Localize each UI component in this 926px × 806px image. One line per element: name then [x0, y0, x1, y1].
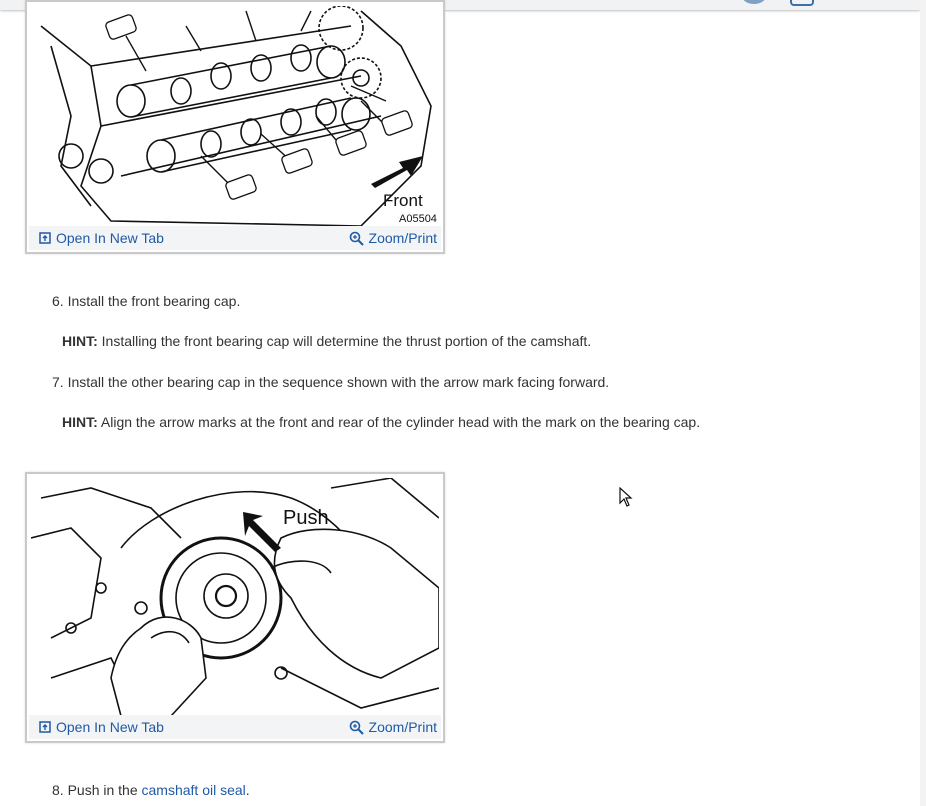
figure-code-label: A05504	[399, 213, 437, 225]
open-in-new-tab-label: Open In New Tab	[56, 230, 164, 246]
step-8-prefix: 8. Push in the	[52, 782, 142, 798]
hint-1-text: Installing the front bearing cap will determine the thrust portion of the camshaft.	[97, 333, 592, 349]
magnifier-icon	[349, 720, 364, 735]
camshaft-oil-seal-link[interactable]: camshaft oil seal	[141, 782, 246, 798]
zoom-print-label: Zoom/Print	[368, 719, 437, 735]
step-7: 7. Install the other bearing cap in the sequence shown with the arrow mark facing forward.	[52, 374, 610, 390]
step-8	[52, 782, 250, 798]
step-6: 6. Install the front bearing cap.	[52, 293, 241, 309]
hint-2-text: Align the arrow marks at the front and rear of the cylinder head with the mark on the bearing cap.	[97, 414, 701, 430]
user-avatar-icon[interactable]	[742, 0, 766, 4]
open-new-tab-icon	[39, 232, 51, 244]
hint-1-label: HINT:	[62, 333, 98, 349]
figure-toolbar	[29, 715, 441, 739]
figure-toolbar	[29, 226, 441, 250]
open-new-tab-icon	[39, 721, 51, 733]
mouse-cursor-icon	[619, 487, 633, 507]
figure-oil-seal	[25, 472, 445, 743]
figure-camshaft-bearing-caps	[25, 0, 445, 254]
hint-2	[62, 414, 700, 430]
toolbar-icon[interactable]	[790, 0, 814, 6]
magnifier-icon	[349, 231, 364, 246]
oil-seal-diagram-image	[31, 478, 439, 716]
front-label: Front	[383, 191, 423, 210]
push-label: Push	[283, 507, 329, 529]
scrollbar[interactable]	[920, 0, 926, 806]
open-in-new-tab-link[interactable]	[39, 230, 164, 246]
open-in-new-tab-link[interactable]	[39, 719, 164, 735]
step-8-suffix: .	[245, 782, 250, 798]
zoom-print-link[interactable]	[349, 719, 437, 735]
hint-1	[62, 333, 591, 349]
camshaft-diagram-image	[31, 6, 439, 228]
open-in-new-tab-label: Open In New Tab	[56, 719, 164, 735]
hint-2-label: HINT:	[62, 414, 98, 430]
zoom-print-label: Zoom/Print	[368, 230, 437, 246]
zoom-print-link[interactable]	[349, 230, 437, 246]
